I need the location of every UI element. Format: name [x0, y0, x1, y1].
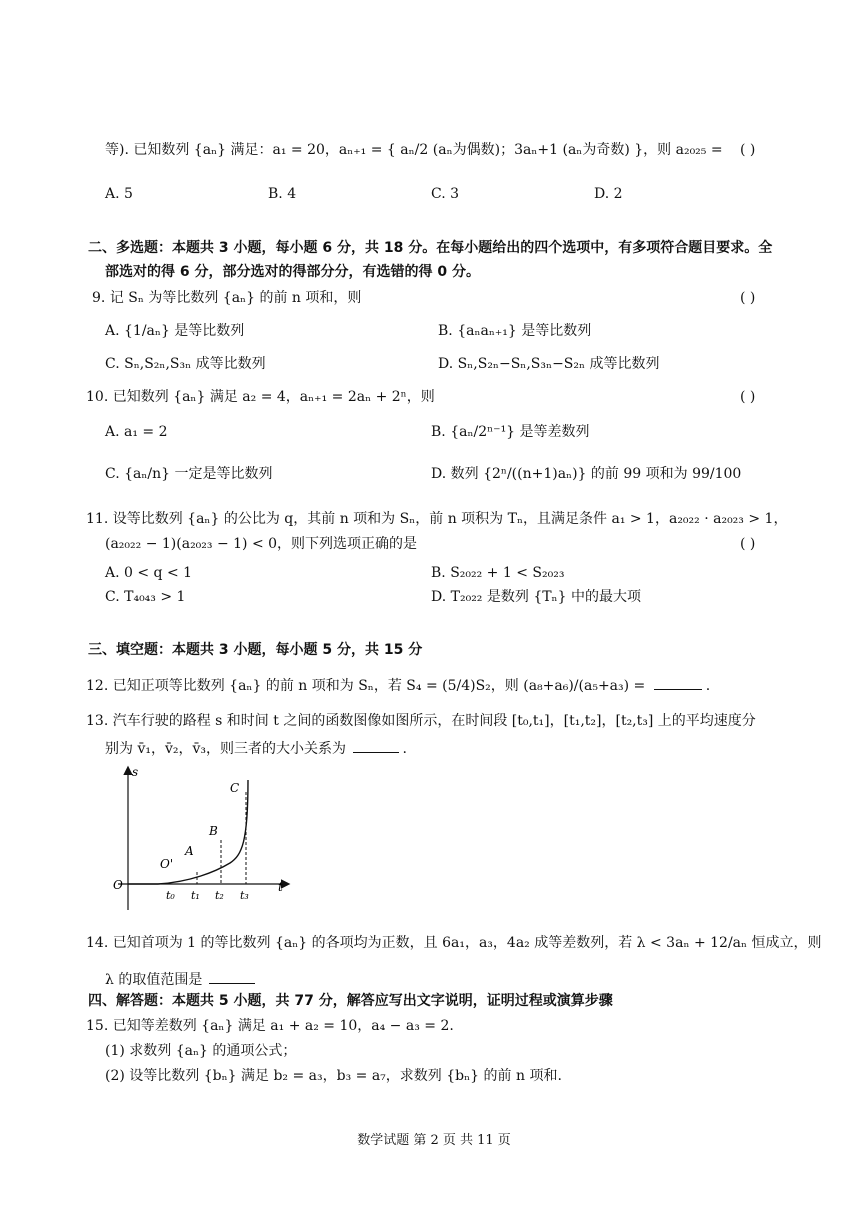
q10-option-d: D. 数列 {2ⁿ/((n+1)aₙ)} 的前 99 项和为 99/100 [431, 466, 742, 482]
distance-curve [128, 780, 248, 884]
q14-answer-blank[interactable] [209, 969, 255, 984]
section4-heading: 四、解答题：本题共 5 小题，共 77 分，解答应写出文字说明，证明过程或演算步骤 [88, 993, 613, 1009]
q8-option-d: D. 2 [594, 186, 623, 202]
q9-stem: 9. 记 Sₙ 为等比数列 {aₙ} 的前 n 项和，则 [92, 290, 362, 306]
q13-stem-cont [105, 738, 407, 758]
q11-option-c: C. T₄₀₄₃ > 1 [105, 589, 186, 605]
q9-option-d: D. Sₙ,S₂ₙ−Sₙ,S₃ₙ−S₂ₙ 成等比数列 [438, 356, 660, 372]
q14-stem-cont [105, 969, 255, 989]
tick-t2: t₂ [215, 889, 224, 902]
distance-time-graph [100, 760, 300, 915]
q15-part1: (1) 求数列 {aₙ} 的通项公式； [105, 1043, 297, 1059]
tick-t0: t₀ [166, 889, 175, 902]
q10-answer-paren: ( ) [740, 389, 756, 405]
section3-heading: 三、填空题：本题共 3 小题，每小题 5 分，共 15 分 [88, 642, 423, 658]
point-o-prime: O' [160, 857, 174, 871]
tick-t1: t₁ [191, 889, 200, 902]
page-footer: 数学试题 第 2 页 共 11 页 [357, 1133, 511, 1148]
q11-option-b: B. S₂₀₂₂ + 1 < S₂₀₂₃ [431, 565, 565, 581]
q8-stem: 等). 已知数列 {aₙ} 满足：a₁ = 20，aₙ₊₁ = { aₙ/2 (aₙ为偶数)；3aₙ+1 (aₙ为奇数) }，则 a₂₀₂₅ = [105, 142, 723, 158]
q10-option-c: C. {aₙ/n} 一定是等比数列 [105, 466, 273, 482]
q11-stem-cont: (a₂₀₂₂ − 1)(a₂₀₂₃ − 1) < 0，则下列选项正确的是 [105, 536, 418, 552]
q10-option-a: A. a₁ = 2 [105, 424, 168, 440]
q15-stem: 15. 已知等差数列 {aₙ} 满足 a₁ + a₂ = 10，a₄ − a₃ = 2. [86, 1018, 454, 1034]
q10-stem: 10. 已知数列 {aₙ} 满足 a₂ = 4，aₙ₊₁ = 2aₙ + 2ⁿ，则 [86, 389, 435, 405]
t-axis-label: t [278, 880, 283, 894]
q12-stem [86, 675, 710, 695]
q8-option-b: B. 4 [268, 186, 297, 202]
q8-answer-paren: ( ) [740, 142, 756, 158]
q11-option-d: D. T₂₀₂₂ 是数列 {Tₙ} 中的最大项 [431, 589, 641, 605]
q8-option-c: C. 3 [431, 186, 460, 202]
q9-option-b: B. {aₙaₙ₊₁} 是等比数列 [438, 323, 592, 339]
origin-label: O [113, 878, 123, 892]
q12-text: 12. 已知正项等比数列 {aₙ} 的前 n 项和为 Sₙ，若 S₄ = (5/4)S₂，则 (a₈+a₆)/(a₅+a₃) = [86, 678, 646, 694]
q8-option-a: A. 5 [105, 186, 133, 202]
section2-heading: 二、多选题：本题共 3 小题，每小题 6 分，共 18 分。在每小题给出的四个选项中，有多项符合题目要求。全 [88, 240, 773, 256]
q15-part2: (2) 设等比数列 {bₙ} 满足 b₂ = a₃，b₃ = a₇，求数列 {bₙ} 的前 n 项和. [105, 1068, 562, 1084]
point-b: B [209, 824, 218, 838]
q13-answer-blank[interactable] [353, 738, 399, 753]
s-axis-label: s [132, 765, 139, 779]
q11-answer-paren: ( ) [740, 536, 756, 552]
q13-stem: 13. 汽车行驶的路程 s 和时间 t 之间的函数图像如图所示，在时间段 [t₀,t₁]，[t₁,t₂]，[t₂,t₃] 上的平均速度分 [86, 713, 756, 729]
section2-heading-cont: 部选对的得 6 分，部分选对的得部分分，有选错的得 0 分。 [105, 264, 480, 280]
point-a: A [185, 844, 194, 858]
q14-stem: 14. 已知首项为 1 的等比数列 {aₙ} 的各项均为正数，且 6a₁，a₃，4a₂ 成等差数列，若 λ < 3aₙ + 12/aₙ 恒成立，则 [86, 935, 822, 951]
q11-option-a: A. 0 < q < 1 [105, 565, 193, 581]
q12-end: . [705, 678, 711, 694]
tick-t3: t₃ [240, 889, 249, 902]
q14-text: λ 的取值范围是 [105, 972, 203, 988]
q11-stem: 11. 设等比数列 {aₙ} 的公比为 q，其前 n 项和为 Sₙ，前 n 项积为 Tₙ，且满足条件 a₁ > 1，a₂₀₂₂ · a₂₀₂₃ > 1， [86, 511, 788, 527]
q12-answer-blank[interactable] [654, 675, 702, 690]
q9-option-a: A. {1/aₙ} 是等比数列 [105, 323, 245, 339]
q9-answer-paren: ( ) [740, 290, 756, 306]
q9-option-c: C. Sₙ,S₂ₙ,S₃ₙ 成等比数列 [105, 356, 266, 372]
q10-option-b: B. {aₙ/2ⁿ⁻¹} 是等差数列 [431, 424, 590, 440]
q13-end: . [402, 741, 407, 757]
point-c: C [230, 781, 240, 795]
q13-text: 别为 v̄₁，v̄₂，v̄₃，则三者的大小关系为 [105, 741, 347, 757]
